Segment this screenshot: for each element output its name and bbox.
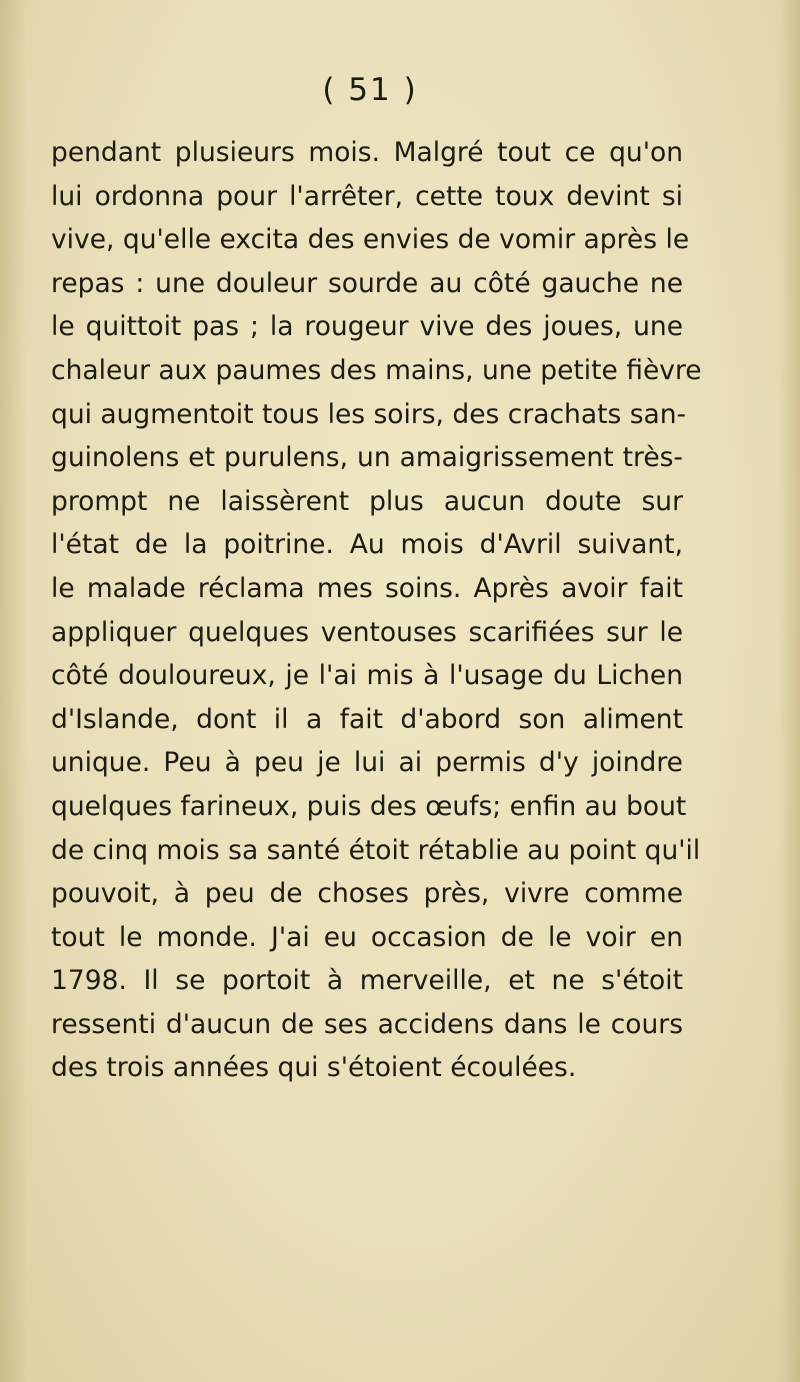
text-line: vive, qu'elle excita des envies de vomir après le (51, 224, 690, 256)
text-line: de cinq mois sa santé étoit rétablie au point qu'il (51, 834, 701, 866)
page-number: ( 51 ) (322, 72, 418, 108)
text-line: qui augmentoit tous les soirs, des crachats san- (51, 398, 687, 430)
text-line: chaleur aux paumes des mains, une petite fièvre (51, 354, 702, 386)
text-line: appliquer quelques ventouses scarifiées sur le (51, 616, 683, 648)
body-text (51, 131, 702, 1090)
text-line: guinolens et purulens, un amaigrissement très- (51, 442, 683, 474)
text-line: lui ordonna pour l'arrêter, cette toux devint si (51, 180, 683, 212)
text-line: le malade réclama mes soins. Après avoir fait (51, 572, 683, 604)
text-line: unique. Peu à peu je lui ai permis d'y joindre (51, 747, 683, 779)
text-line: tout le monde. J'ai eu occasion de le voir en (51, 921, 683, 953)
text-line: repas : une douleur sourde au côté gauche ne (51, 267, 683, 299)
text-line-last: des trois années qui s'étoient écoulées. (51, 1052, 577, 1084)
text-line: le quittoit pas ; la rougeur vive des joues, une (51, 311, 683, 343)
text-line: côté douloureux, je l'ai mis à l'usage du Lichen (51, 660, 683, 692)
text-line: l'état de la poitrine. Au mois d'Avril suivant, (51, 529, 683, 561)
text-line: prompt ne laissèrent plus aucun doute sur (51, 485, 683, 517)
text-line: ressenti d'aucun de ses accidens dans le cours (51, 1008, 683, 1040)
text-line: pouvoit, à peu de choses près, vivre comme (51, 878, 683, 910)
text-line: 1798. Il se portoit à merveille, et ne s'étoit (51, 965, 683, 997)
text-line: quelques farineux, puis des œufs; enfin au bout (51, 790, 687, 822)
text-line: pendant plusieurs mois. Malgré tout ce qu'on (51, 137, 683, 168)
text-line: d'Islande, dont il a fait d'abord son aliment (51, 703, 683, 735)
